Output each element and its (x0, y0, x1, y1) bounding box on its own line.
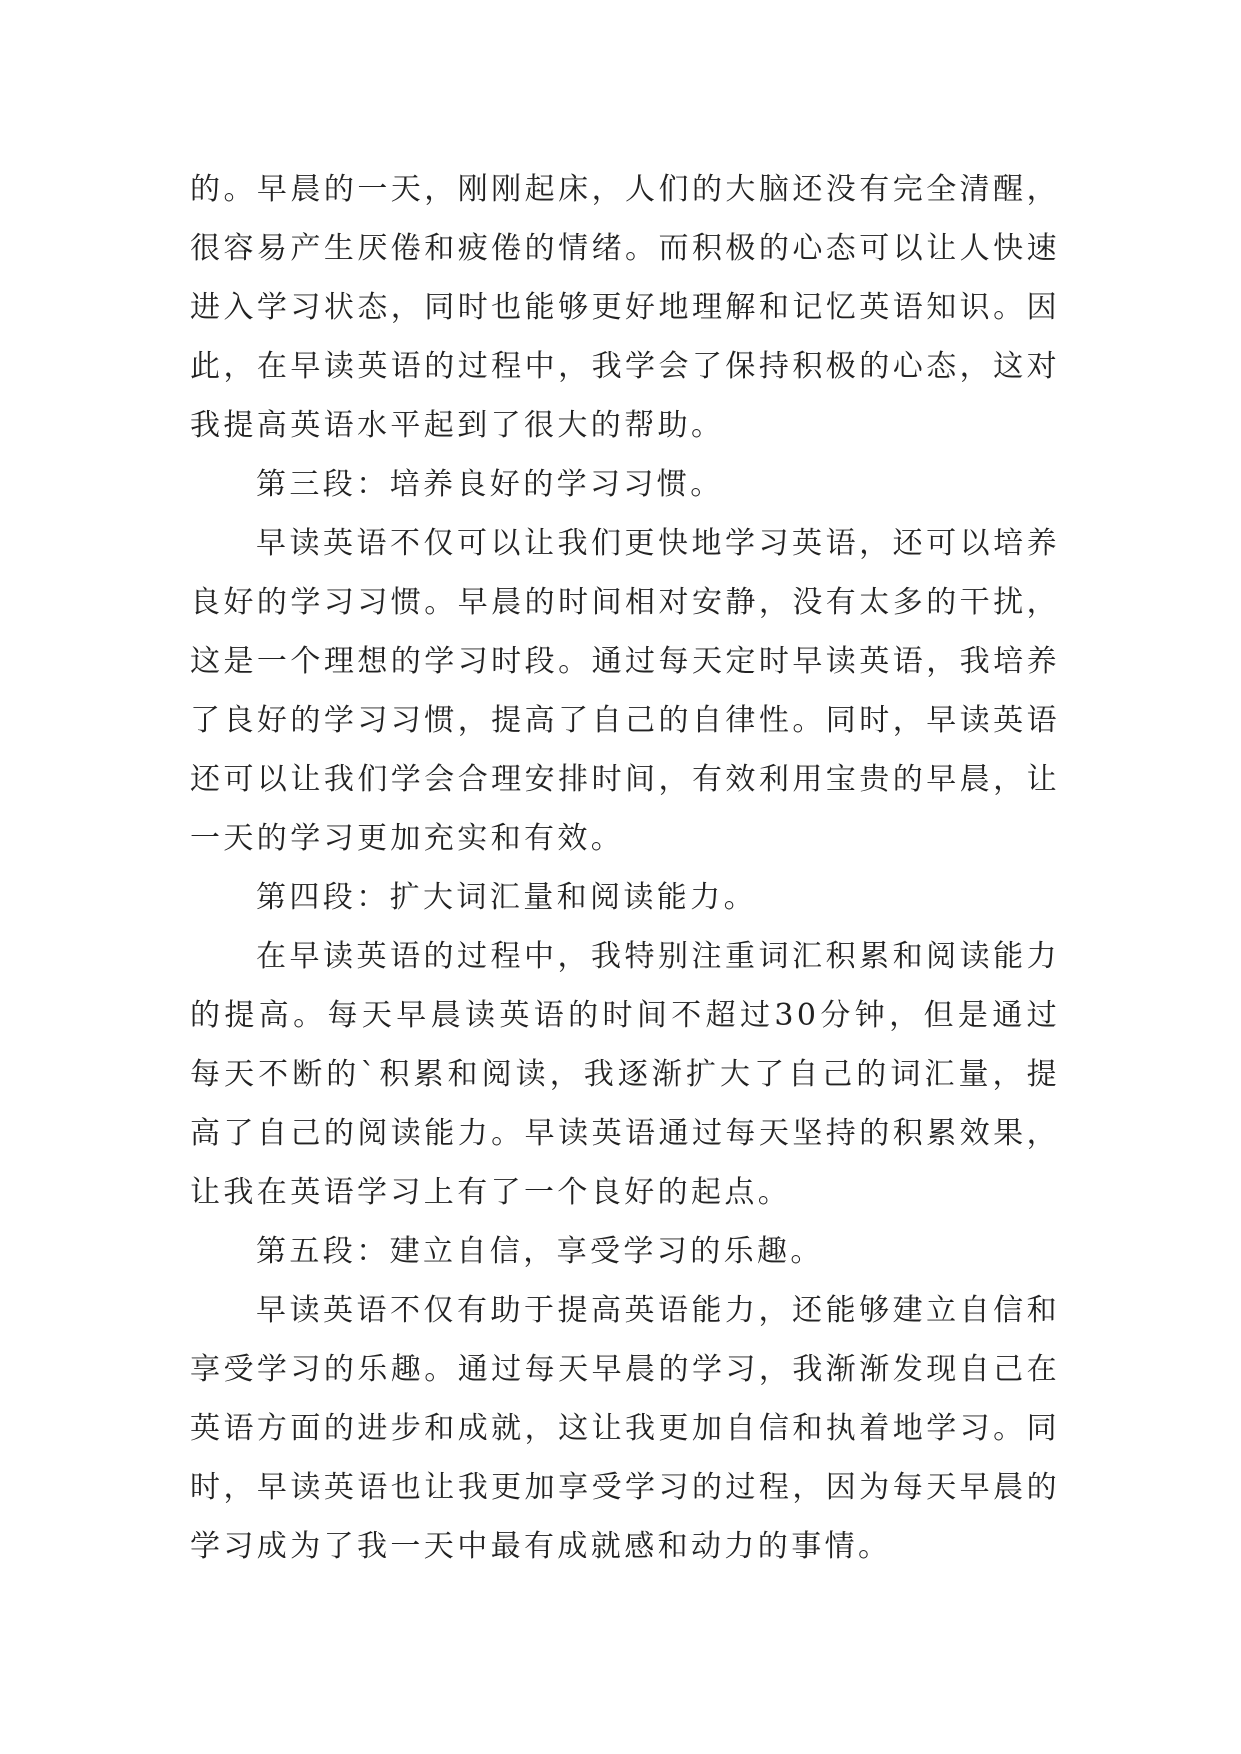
section-heading-3: 第三段：培养良好的学习习惯。 (256, 467, 724, 502)
document-body (190, 160, 1060, 1576)
section-heading-4: 第四段：扩大词汇量和阅读能力。 (256, 880, 757, 915)
paragraph-section-5: 早读英语不仅有助于提高英语能力，还能够建立自信和享受学习的乐趣。通过每天早晨的学习，我渐渐发现自己在英语方面的进步和成就，这让我更加自信和执着地学习。同时，早读英语也让我更加享受学习的过程，因为每天早晨的学习成为了我一天中最有成就感和动力的事情。 (190, 1293, 1060, 1564)
paragraph-section-4: 在早读英语的过程中，我特别注重词汇积累和阅读能力的提高。每天早晨读英语的时间不超过30分钟，但是通过每天不断的`积累和阅读，我逐渐扩大了自己的词汇量，提高了自己的阅读能力。早读英语通过每天坚持的积累效果，让我在英语学习上有了一个良好的起点。 (190, 939, 1060, 1210)
paragraph-section-3: 早读英语不仅可以让我们更快地学习英语，还可以培养良好的学习习惯。早晨的时间相对安静，没有太多的干扰，这是一个理想的学习时段。通过每天定时早读英语，我培养了良好的学习习惯，提高了自己的自律性。同时，早读英语还可以让我们学会合理安排时间，有效利用宝贵的早晨，让一天的学习更加充实和有效。 (190, 526, 1060, 856)
paragraph-continuation: 的。早晨的一天，刚刚起床，人们的大脑还没有完全清醒，很容易产生厌倦和疲倦的情绪。而积极的心态可以让人快速进入学习状态，同时也能够更好地理解和记忆英语知识。因此，在早读英语的过程中，我学会了保持积极的心态，这对我提高英语水平起到了很大的帮助。 (190, 172, 1060, 443)
section-heading-5: 第五段：建立自信，享受学习的乐趣。 (256, 1234, 824, 1269)
